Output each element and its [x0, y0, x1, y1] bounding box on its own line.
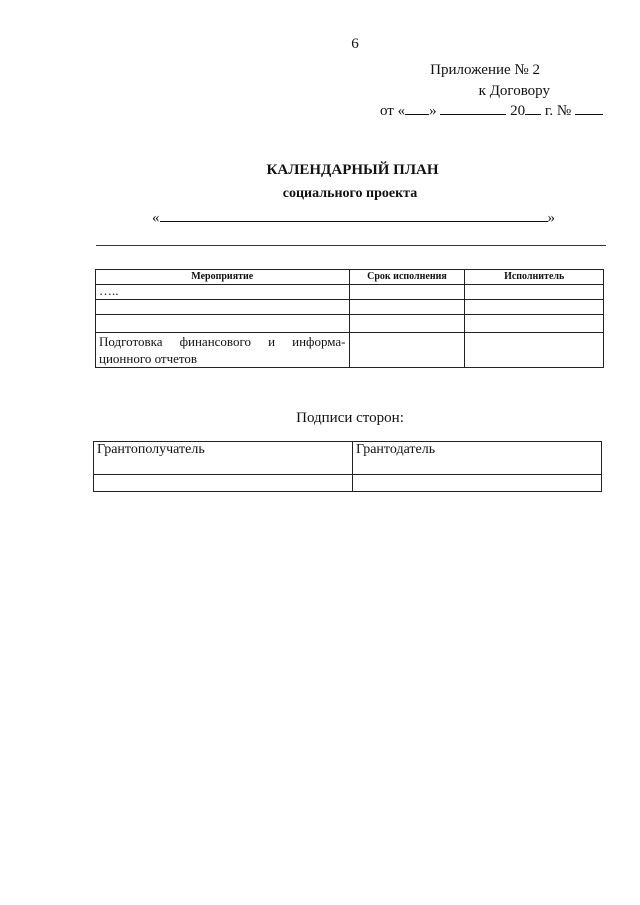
year-blank	[525, 100, 541, 115]
page-number: 6	[351, 36, 359, 52]
table-row	[96, 285, 604, 300]
day-blank	[405, 100, 429, 115]
cell-executor	[465, 285, 604, 300]
number-blank	[575, 100, 603, 115]
table-header-row	[96, 270, 604, 285]
header-executor: Исполнитель	[465, 270, 604, 285]
cell-deadline	[349, 300, 465, 315]
grantee-label: Грантополучатель	[94, 442, 353, 475]
cell-event: …..	[96, 285, 350, 300]
cell-executor	[465, 333, 604, 368]
signatures-table	[93, 441, 602, 492]
project-name-blank	[160, 209, 548, 222]
cell-executor	[465, 315, 604, 333]
number-prefix: г. №	[544, 103, 572, 119]
signature-labels-row	[94, 442, 602, 475]
date-prefix: от «	[380, 103, 406, 119]
contract-date-line	[380, 100, 603, 120]
document-title: КАЛЕНДАРНЫЙ ПЛАН	[266, 162, 439, 178]
table-row	[96, 333, 604, 368]
grantor-label: Грантодатель	[353, 442, 602, 475]
table-row	[96, 300, 604, 315]
cell-deadline	[349, 333, 465, 368]
table-row	[96, 315, 604, 333]
cell-executor	[465, 300, 604, 315]
cell-event	[96, 300, 350, 315]
divider-line	[96, 245, 606, 246]
cell-deadline	[349, 285, 465, 300]
appendix-label: Приложение № 2	[430, 62, 540, 78]
document-subtitle: социального проекта	[282, 186, 418, 201]
signature-blank-row	[94, 475, 602, 492]
grantor-signature-cell	[353, 475, 602, 492]
month-blank	[440, 100, 506, 115]
cell-event	[96, 315, 350, 333]
header-event: Мероприятие	[96, 270, 350, 285]
close-quote: »	[547, 210, 555, 226]
cell-deadline	[349, 315, 465, 333]
contract-reference: к Договору	[478, 83, 550, 99]
grantee-signature-cell	[94, 475, 353, 492]
open-quote: «	[152, 210, 160, 226]
date-quote-close: »	[429, 103, 437, 119]
cell-event: Подготовка финансового и информа-ционного отчетов	[96, 333, 350, 368]
header-deadline: Срок исполнения	[349, 270, 465, 285]
year-prefix: 20	[510, 103, 526, 119]
calendar-plan-table	[95, 269, 604, 368]
project-name-line	[152, 209, 555, 227]
signatures-heading: Подписи сторон:	[296, 410, 404, 426]
